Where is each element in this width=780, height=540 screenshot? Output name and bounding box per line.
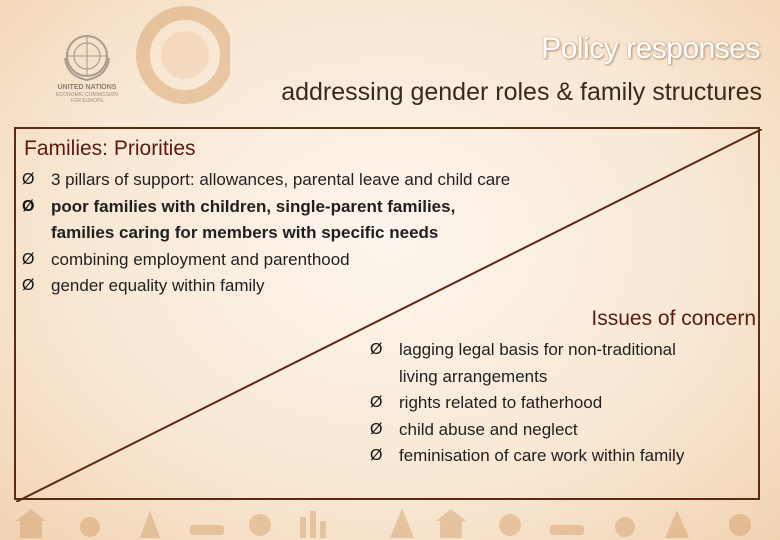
list-item-text: poor families with children, single-parent families,: [51, 196, 456, 216]
un-emblem-icon: [59, 28, 115, 84]
list-item: [22, 194, 622, 221]
arrow-bullet-icon: Ø: [370, 394, 383, 411]
list-item-continuation: [370, 364, 750, 391]
arrow-bullet-icon: Ø: [370, 420, 383, 438]
list-item-text: combining employment and parenthood: [51, 249, 350, 269]
priorities-title: Families: Priorities: [24, 137, 196, 160]
un-logo-text: UNITED NATIONS: [57, 84, 117, 91]
list-item-text: living arrangements: [399, 366, 548, 386]
concerns-title: Issues of concern: [591, 307, 756, 330]
un-logo-subtext-2: FOR EUROPE: [70, 98, 104, 104]
arrow-bullet-icon: Ø: [22, 171, 35, 188]
un-logo: [48, 28, 126, 108]
list-item: [370, 417, 750, 444]
list-item-text: feminisation of care work within family: [399, 446, 685, 465]
list-item-text: gender equality within family: [51, 276, 265, 295]
list-item-text: 3 pillars of support: allowances, parental leave and child care: [51, 170, 511, 189]
page-title: Policy responses: [541, 32, 760, 65]
arrow-bullet-icon: Ø: [22, 277, 35, 294]
list-item: [22, 167, 622, 194]
decorative-footer-icons: [0, 505, 780, 540]
festival-emblem-icon: [130, 0, 230, 110]
priorities-list: [22, 167, 622, 300]
list-item-text: rights related to fatherhood: [399, 393, 603, 412]
list-item-text: families caring for members with specific needs: [51, 223, 439, 242]
arrow-bullet-icon: Ø: [370, 341, 383, 358]
arrow-bullet-icon: Ø: [22, 197, 35, 215]
festival-emblem: [130, 0, 230, 110]
list-item: [22, 247, 622, 274]
list-item-text: lagging legal basis for non-traditional: [399, 340, 676, 359]
list-item: [370, 337, 750, 364]
list-item-continuation: [22, 220, 622, 247]
page-subtitle: addressing gender roles & family structures: [281, 78, 762, 106]
list-item: [22, 273, 622, 300]
list-item: [370, 390, 750, 417]
arrow-bullet-icon: Ø: [370, 447, 383, 464]
concerns-list: [370, 337, 750, 470]
un-logo-subtext: ECONOMIC COMMISSION: [56, 92, 118, 98]
list-item-text: child abuse and neglect: [399, 419, 578, 439]
arrow-bullet-icon: Ø: [22, 250, 35, 268]
list-item: [370, 443, 750, 470]
